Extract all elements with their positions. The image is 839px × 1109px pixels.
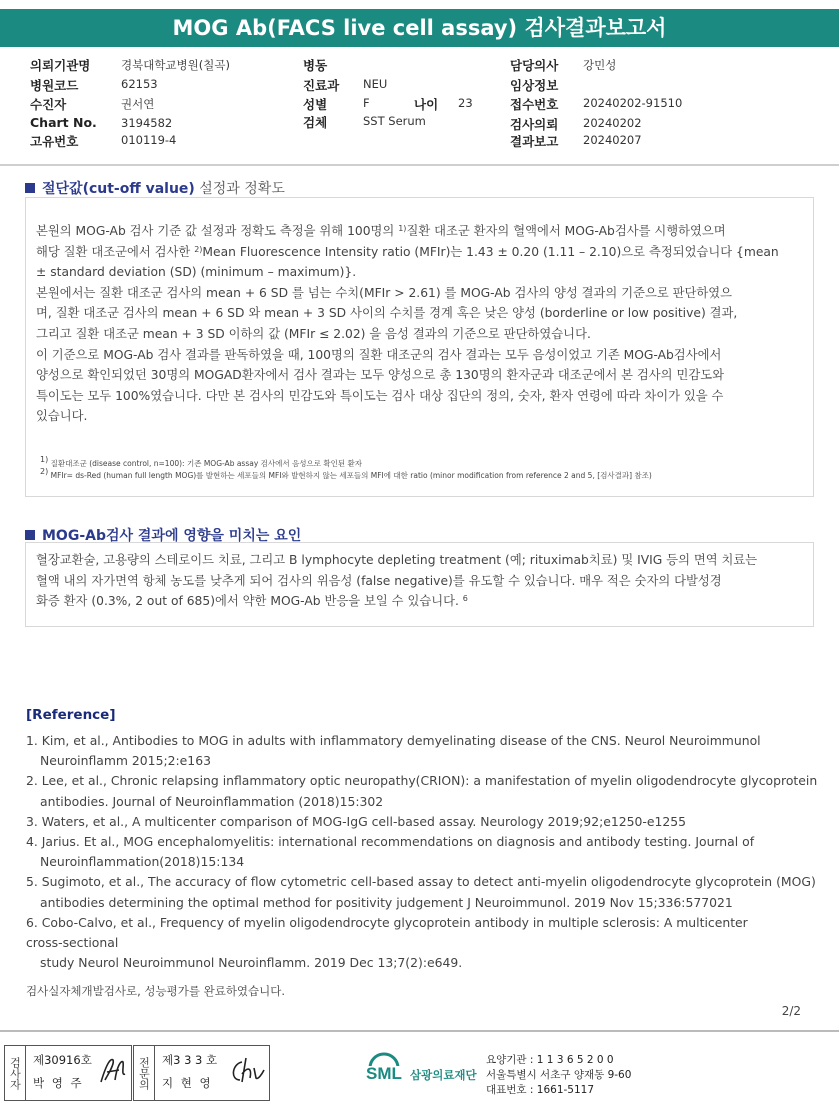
ref-1-line-2: Neuroinflamm 2015;2:e163: [40, 753, 211, 769]
patient-value: 권서연: [121, 97, 155, 111]
s1-line-10: 있습니다.: [36, 409, 88, 424]
page-number: 2/2: [781, 1004, 801, 1018]
doctor-label: 담당의사: [510, 58, 559, 73]
s1-line-9: 특이도는 모두 100%였습니다. 다만 본 검사의 민감도와 특이도는 검사 대상 집단의 정의, 숫자, 환자 연령에 따라 차이가 있을 수: [36, 388, 724, 403]
specimen-label: 검체: [303, 115, 328, 130]
patient-info-header: [0, 50, 839, 166]
patient-label: 수진자: [30, 97, 67, 112]
age-value: 23: [458, 96, 473, 110]
ref-1-line-1: 1. Kim, et al., Antibodies to MOG in adults with inflammatory demyelinating disease of the CNS. Neurol Neuroimmunol: [26, 733, 761, 748]
section1-title-b: 설정과 정확도: [194, 181, 285, 197]
ref-6-line-3: study Neurol Neuroimmunol Neuroinflamm. 2019 Dec 13;7(2):e649.: [40, 955, 463, 971]
request-label: 검사의뢰: [510, 117, 559, 132]
chart-label: Chart No.: [30, 115, 97, 130]
s1-line-1: [36, 221, 779, 242]
s1-line-8: 양성으로 확인되었던 30명의 MOGAD환자에서 검사 결과는 모두 양성으로 총 130명의 환자군과 대조군에서 본 검사의 민감도와: [36, 368, 724, 383]
reference-list: [26, 731, 817, 973]
s1-line-7: 이 기준으로 MOG-Ab 검사 결과를 판독하였을 때, 100명의 질환 대조군의 검사 결과는 모두 음성이었고 기존 MOG-Ab검사에서: [36, 347, 722, 362]
section1-title-a: 절단값(cut-off value): [42, 181, 195, 197]
section-square-icon: [25, 183, 35, 193]
section1-paragraph: [36, 221, 779, 427]
org-contact: [486, 1053, 631, 1098]
ref-4-line-2: Neuroinflammation(2018)15:134: [40, 854, 245, 870]
s1-line-1-b: 질환 대조군 환자의 혈액에서 MOG-Ab검사를 시행하였으며: [406, 224, 726, 238]
sex-value: F: [363, 96, 370, 110]
s1-line-2: [36, 242, 779, 263]
reference-title: [Reference]: [26, 707, 116, 723]
dept-label: 진료과: [303, 78, 340, 93]
ref-2-line-2: antibodies. Journal of Neuroinflammation (2018)15:302: [40, 793, 384, 809]
fn2-text: MFIr= ds-Red (human full length MOG)를 발현하는 세포들의 MFI와 발현하지 않는 세포들의 MFI에 대한 ratio (minor modification from reference 2 and 5, [검사결과] 참조): [48, 471, 652, 480]
examiner-label: 검사자: [5, 1046, 26, 1100]
ward-label: 병동: [303, 58, 328, 73]
sex-label: 성별: [303, 97, 328, 112]
report-date-label: 결과보고: [510, 134, 559, 149]
logo-text: SML: [366, 1064, 402, 1083]
section2-title-a: MOG-Ab검사 결과에 영향을 미치는 요인: [42, 528, 302, 544]
report-date-value: 20240207: [583, 133, 642, 147]
hospital-value: 경북대학교병원(칠곡): [121, 58, 230, 72]
fn1-text: 질환대조군 (disease control, n=100): 기존 MOG-Ab assay 검사에서 음성으로 확인된 환자: [48, 459, 363, 468]
closing-note: 검사실자체개발검사로, 성능평가를 완료하였습니다.: [26, 984, 286, 998]
hospital-code-label: 병원코드: [30, 78, 79, 93]
examiner-signature: [97, 1054, 129, 1088]
receipt-value: 20240202-91510: [583, 96, 683, 110]
doctor-value: 강민성: [583, 58, 617, 72]
hospital-code-value: 62153: [121, 77, 158, 91]
s1-line-2-a: 해당 질환 대조군에서 검사한: [36, 244, 195, 259]
section-square-icon: [25, 530, 35, 540]
org-name: 삼광의료재단: [410, 1068, 477, 1082]
dept-value: NEU: [363, 77, 388, 91]
ref-3: 3. Waters, et al., A multicenter comparison of MOG-IgG cell-based assay. Neurology 2019;92;e1250-e1255: [26, 813, 687, 829]
specialist-name: 지 현 영: [162, 1076, 213, 1090]
specialist-label: 전문의: [134, 1046, 155, 1100]
specialist-license: 제3 3 3 호: [162, 1053, 218, 1067]
ref-2-line-1: 2. Lee, et al., Chronic relapsing inflammatory optic neuropathy(CRION): a manifestation of myelin oligodendrocyte glycoprotein: [26, 773, 818, 789]
unique-label: 고유번호: [30, 134, 79, 149]
org-logo: [362, 1050, 482, 1094]
s2-sup: 6: [462, 594, 468, 604]
s2-line-2: 혈액 내의 자가면역 항체 농도를 낮추게 되어 검사의 위음성 (false negative)를 유도할 수 있습니다. 매우 적은 숫자의 다발성경: [36, 573, 722, 588]
report-title: MOG Ab(FACS live cell assay) 검사결과보고서: [0, 9, 839, 47]
specimen-value: SST Serum: [363, 114, 426, 128]
s1-line-2-b: Mean Fluorescence Intensity ratio (MFIr)는 1.43 ± 0.20 (1.11 – 2.10)으로 측정되었습니다 {mean: [202, 244, 779, 259]
s1-line-6: 그리고 질환 대조군 mean + 3 SD 이하의 값 (MFIr ≤ 2.02) 을 음성 결과의 기준으로 판단하였습니다.: [36, 326, 591, 341]
examiner-name: 박 영 주: [33, 1076, 84, 1090]
fn2-sup: 2): [40, 467, 49, 476]
s1-line-5: 며, 질환 대조군 검사의 mean + 6 SD 와 mean + 3 SD 사이의 수치를 경계 혹은 낮은 양성 (borderline or low positive) 결과,: [36, 306, 738, 321]
s2-line-3: [36, 591, 757, 612]
clinical-label: 임상정보: [510, 78, 559, 93]
request-value: 20240202: [583, 116, 642, 130]
s1-line-4: 본원에서는 질환 대조군 검사의 mean + 6 SD 를 넘는 수치(MFIr > 2.61) 를 MOG-Ab 검사의 양성 결과의 기준으로 판단하였으: [36, 285, 733, 300]
age-label: 나이: [414, 97, 439, 112]
org-address: 서울특별시 서초구 양재동 9-60: [486, 1069, 632, 1081]
agency-number: 요양기관 : 1 1 3 6 5 2 0 0: [486, 1054, 614, 1066]
ref-5-line-2: antibodies determining the optimal method for positivity judgement J Neuroimmunol. 2019 Nov 15;336:577021: [40, 894, 733, 910]
s2-line-3-a: 화증 환자 (0.3%, 2 out of 685)에서 약한 MOG-Ab 반응을 보일 수 있습니다.: [36, 594, 463, 609]
unique-value: 010119-4: [121, 133, 177, 147]
ref-6-line-1: 6. Cobo-Calvo, et al., Frequency of myelin oligodendrocyte glycoprotein antibody in multiple sclerosis: A multicenter: [26, 914, 748, 930]
ref-4-line-1: 4. Jarius. Et al., MOG encephalomyelitis: international recommendations on diagnosis and antibody testing. Journal of: [26, 834, 755, 850]
chart-value: 3194582: [121, 116, 173, 130]
s1-sup-1: 1): [398, 224, 407, 233]
hospital-label: 의뢰기관명: [30, 58, 91, 73]
specialist-signature-box: [133, 1045, 270, 1101]
ref-5-line-1: 5. Sugimoto, et al., The accuracy of flow cytometric cell-based assay to detect anti-myelin oligodendrocyte glycoprotein (MOG): [26, 874, 816, 890]
specialist-signature: [228, 1054, 266, 1088]
org-phone: 대표번호 : 1661-5117: [486, 1084, 595, 1096]
receipt-label: 접수번호: [510, 97, 559, 112]
ref-6-line-2: cross-sectional: [26, 935, 119, 951]
footnote-2: [40, 467, 652, 481]
footnote-1: [40, 455, 363, 469]
s2-line-1: 혈장교환술, 고용량의 스테로이드 치료, 그리고 B lymphocyte depleting treatment (예; rituximab치료) 및 IVIG 등의 면역 치료는: [36, 553, 758, 567]
section1-title: [25, 178, 285, 198]
examiner-signature-box: [4, 1045, 132, 1101]
examiner-license: 제30916호: [33, 1053, 92, 1067]
fn1-sup: 1): [40, 455, 49, 464]
s1-line-1-a: 본원의 MOG-Ab 검사 기준 값 설정과 정확도 측정을 위해 100명의: [36, 224, 399, 238]
s1-line-3: ± standard deviation (SD) (minimum – maximum)}.: [36, 265, 357, 280]
s1-sup-2: 2): [194, 244, 203, 254]
section2-paragraph: [36, 550, 757, 612]
footer-divider: [0, 1030, 839, 1032]
